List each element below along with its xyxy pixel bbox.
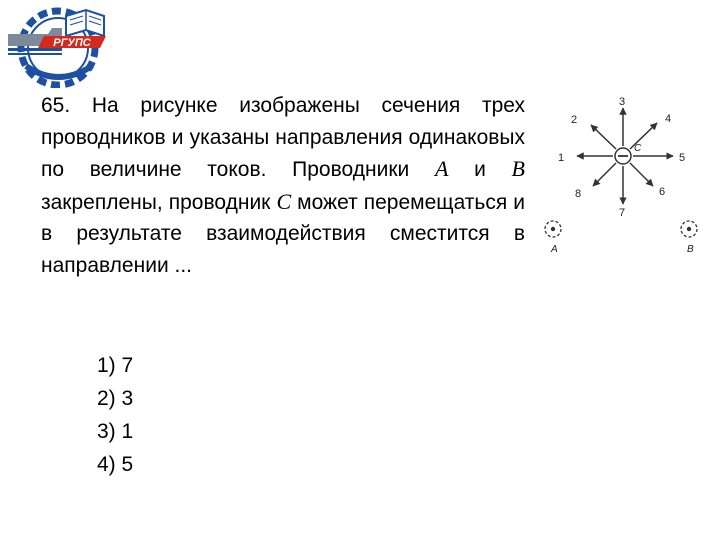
label-8: 8 bbox=[575, 188, 582, 200]
conductor-a-label: А bbox=[551, 244, 558, 255]
conductor-b bbox=[681, 221, 697, 237]
conductor-a bbox=[545, 221, 561, 237]
label-6: 6 bbox=[659, 186, 666, 198]
logo-abbreviation: РГУПС bbox=[53, 37, 91, 49]
label-2: 2 bbox=[571, 114, 578, 126]
rgups-logo bbox=[4, 2, 112, 88]
label-5: 5 bbox=[679, 152, 686, 164]
abbreviation-banner bbox=[38, 36, 106, 49]
answer-option[interactable]: 1) 7 bbox=[97, 354, 134, 377]
conductor-a-name: А bbox=[434, 156, 449, 181]
label-1: 1 bbox=[558, 152, 565, 164]
conductor-c bbox=[615, 148, 631, 164]
label-3: 3 bbox=[619, 96, 626, 108]
answer-option[interactable]: 3) 1 bbox=[97, 420, 134, 443]
question-and: и bbox=[448, 158, 512, 181]
conductor-b-label: В bbox=[687, 244, 694, 255]
conductor-c-name: С bbox=[276, 188, 292, 214]
question-part-2: закреплены, проводник bbox=[41, 190, 277, 214]
answer-list bbox=[97, 349, 133, 481]
question-part-1: На рисунке изображены сечения трех проводников и указаны направления одинаковых по величине токов. Проводники bbox=[41, 94, 525, 181]
question-text bbox=[41, 90, 525, 281]
conductor-c-label: С bbox=[634, 143, 642, 154]
conductor-b-name: В bbox=[511, 156, 525, 181]
book-icon bbox=[66, 10, 104, 36]
question-number: 65. bbox=[41, 94, 71, 117]
arrow-6 bbox=[630, 163, 653, 186]
answer-option[interactable]: 2) 3 bbox=[97, 387, 134, 410]
arrow-2 bbox=[591, 125, 616, 149]
label-4: 4 bbox=[665, 113, 672, 125]
conductors-figure bbox=[543, 92, 715, 264]
arrow-8 bbox=[593, 163, 616, 186]
question-part-3: может перемещаться и в результате взаимодействия сместится в направлении ... bbox=[41, 190, 525, 277]
label-7: 7 bbox=[619, 207, 626, 219]
answer-option[interactable]: 4) 5 bbox=[97, 453, 134, 476]
